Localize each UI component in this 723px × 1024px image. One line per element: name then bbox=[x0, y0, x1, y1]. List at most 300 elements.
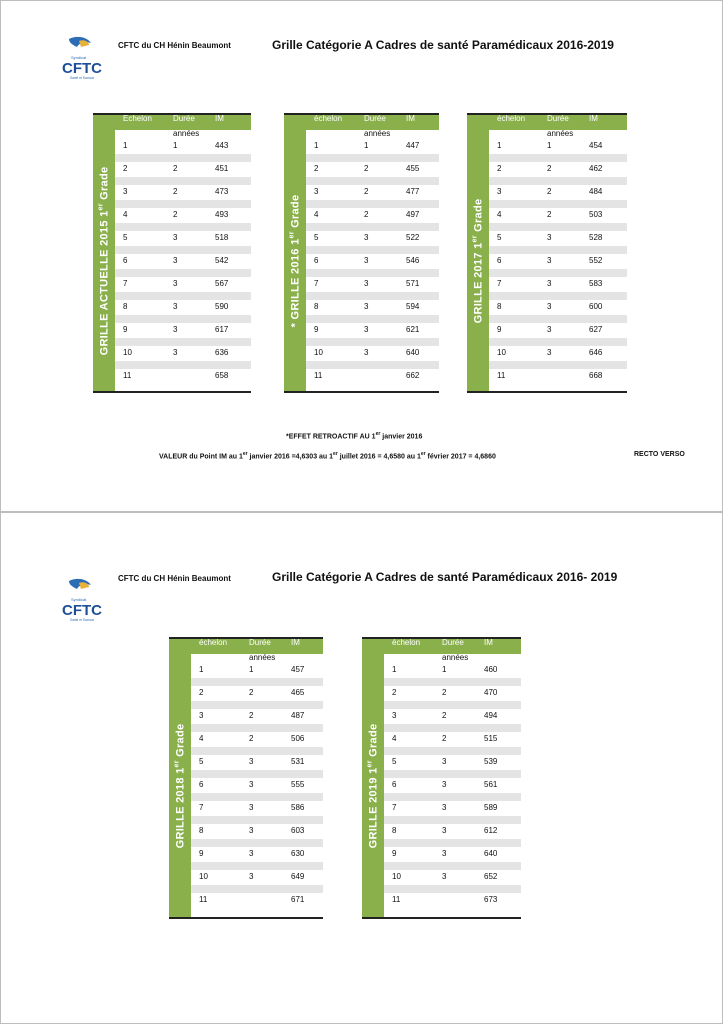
table-row bbox=[384, 893, 521, 916]
duree-cell: 2 bbox=[547, 187, 552, 196]
grid-side-bar bbox=[169, 652, 191, 919]
row-stripe bbox=[489, 154, 627, 162]
table-row bbox=[306, 346, 439, 369]
table-row bbox=[489, 323, 627, 346]
org-name: CFTC du CH Hénin Beaumont bbox=[118, 41, 231, 50]
table-row bbox=[191, 801, 323, 824]
row-stripe bbox=[115, 269, 251, 277]
im-cell: 652 bbox=[484, 872, 498, 881]
im-cell: 567 bbox=[215, 279, 229, 288]
column-header: Durée bbox=[173, 114, 195, 123]
duree-cell: 2 bbox=[547, 164, 552, 173]
echelon-cell: 9 bbox=[314, 325, 319, 334]
im-cell: 546 bbox=[406, 256, 420, 265]
table-row bbox=[306, 139, 439, 162]
duree-cell: 3 bbox=[249, 757, 254, 766]
echelon-cell: 8 bbox=[123, 302, 128, 311]
table-row bbox=[115, 346, 251, 369]
row-stripe bbox=[384, 862, 521, 870]
row-stripe bbox=[306, 154, 439, 162]
column-header: échelon bbox=[392, 638, 421, 647]
im-cell: 673 bbox=[484, 895, 498, 904]
echelon-cell: 5 bbox=[314, 233, 319, 242]
echelon-cell: 4 bbox=[314, 210, 319, 219]
grid-bottom-rule bbox=[93, 391, 251, 393]
table-row bbox=[306, 254, 439, 277]
duration-unit-label: années bbox=[442, 653, 469, 662]
column-header: IM bbox=[215, 114, 224, 123]
echelon-cell: 10 bbox=[123, 348, 132, 357]
duree-cell: 1 bbox=[364, 141, 369, 150]
echelon-cell: 7 bbox=[392, 803, 397, 812]
retroactive-note: *EFFET RETROACTIF AU 1er janvier 2016 bbox=[286, 431, 423, 441]
duree-cell: 3 bbox=[547, 348, 552, 357]
im-cell: 454 bbox=[589, 141, 603, 150]
echelon-cell: 5 bbox=[199, 757, 204, 766]
im-cell: 662 bbox=[406, 371, 420, 380]
echelon-cell: 8 bbox=[392, 826, 397, 835]
row-stripe bbox=[115, 246, 251, 254]
im-cell: 518 bbox=[215, 233, 229, 242]
duree-cell: 2 bbox=[442, 688, 447, 697]
grid-2018 bbox=[169, 637, 323, 919]
table-row bbox=[489, 185, 627, 208]
grid-2017 bbox=[467, 113, 627, 393]
echelon-cell: 11 bbox=[123, 371, 132, 380]
grid-side-label: GRILLE 2018 1er Grade bbox=[173, 723, 187, 848]
grid-2016 bbox=[284, 113, 439, 393]
echelon-cell: 10 bbox=[392, 872, 401, 881]
grid-side-label: * GRILLE 2016 1er Grade bbox=[288, 194, 302, 327]
column-header: échelon bbox=[497, 114, 526, 123]
row-stripe bbox=[489, 200, 627, 208]
echelon-cell: 3 bbox=[123, 187, 128, 196]
logo-brand: CFTC bbox=[62, 602, 102, 619]
table-row bbox=[306, 277, 439, 300]
duree-cell: 3 bbox=[173, 348, 178, 357]
echelon-cell: 4 bbox=[199, 734, 204, 743]
grid-2015 bbox=[93, 113, 251, 393]
duree-cell: 3 bbox=[364, 279, 369, 288]
im-cell: 462 bbox=[589, 164, 603, 173]
duration-unit-label: années bbox=[547, 129, 574, 138]
table-row bbox=[191, 893, 323, 916]
table-row bbox=[384, 686, 521, 709]
echelon-cell: 6 bbox=[199, 780, 204, 789]
table-row bbox=[384, 709, 521, 732]
duree-cell: 3 bbox=[442, 757, 447, 766]
row-stripe bbox=[306, 246, 439, 254]
row-stripe bbox=[489, 338, 627, 346]
im-cell: 555 bbox=[291, 780, 305, 789]
duree-cell: 3 bbox=[249, 826, 254, 835]
im-cell: 589 bbox=[484, 803, 498, 812]
im-cell: 617 bbox=[215, 325, 229, 334]
row-stripe bbox=[115, 361, 251, 369]
im-cell: 515 bbox=[484, 734, 498, 743]
table-row bbox=[384, 755, 521, 778]
column-header: Echelon bbox=[123, 114, 152, 123]
duree-cell: 3 bbox=[442, 849, 447, 858]
im-cell: 473 bbox=[215, 187, 229, 196]
point-value-note: VALEUR du Point IM au 1er janvier 2016 =4,6303 au 1er juillet 2016 = 4,6580 au 1er février 2017 = 4,6860 bbox=[159, 451, 496, 461]
column-header: échelon bbox=[199, 638, 228, 647]
echelon-cell: 10 bbox=[199, 872, 208, 881]
table-row bbox=[384, 778, 521, 801]
grid-bottom-rule bbox=[169, 917, 323, 919]
column-header: échelon bbox=[314, 114, 343, 123]
row-stripe bbox=[306, 269, 439, 277]
duree-cell: 3 bbox=[173, 256, 178, 265]
im-cell: 447 bbox=[406, 141, 420, 150]
grid-side-label: GRILLE 2019 1er Grade bbox=[366, 723, 380, 848]
grid-bottom-rule bbox=[467, 391, 627, 393]
im-cell: 636 bbox=[215, 348, 229, 357]
logo-brand: CFTC bbox=[62, 60, 102, 77]
duree-cell: 2 bbox=[173, 164, 178, 173]
duree-cell: 3 bbox=[249, 803, 254, 812]
echelon-cell: 7 bbox=[314, 279, 319, 288]
im-cell: 484 bbox=[589, 187, 603, 196]
row-stripe bbox=[115, 315, 251, 323]
im-cell: 571 bbox=[406, 279, 420, 288]
im-cell: 494 bbox=[484, 711, 498, 720]
echelon-cell: 9 bbox=[199, 849, 204, 858]
table-row bbox=[115, 277, 251, 300]
echelon-cell: 4 bbox=[123, 210, 128, 219]
table-row bbox=[306, 369, 439, 392]
table-row bbox=[191, 686, 323, 709]
duree-cell: 2 bbox=[173, 187, 178, 196]
table-row bbox=[306, 185, 439, 208]
column-header: Durée bbox=[364, 114, 386, 123]
im-cell: 668 bbox=[589, 371, 603, 380]
echelon-cell: 5 bbox=[392, 757, 397, 766]
echelon-cell: 3 bbox=[497, 187, 502, 196]
table-row bbox=[489, 300, 627, 323]
im-cell: 522 bbox=[406, 233, 420, 242]
duree-cell: 2 bbox=[364, 164, 369, 173]
duree-cell: 3 bbox=[547, 256, 552, 265]
table-row bbox=[191, 778, 323, 801]
duree-cell: 2 bbox=[364, 187, 369, 196]
duree-cell: 3 bbox=[547, 279, 552, 288]
im-cell: 465 bbox=[291, 688, 305, 697]
grid-side-bar bbox=[362, 652, 384, 919]
row-stripe bbox=[384, 678, 521, 686]
echelon-cell: 11 bbox=[199, 895, 208, 904]
duree-cell: 1 bbox=[442, 665, 447, 674]
duree-cell: 3 bbox=[173, 302, 178, 311]
logo-syndicat: Syndicat bbox=[71, 55, 87, 60]
grid-header-band bbox=[93, 113, 251, 130]
im-cell: 586 bbox=[291, 803, 305, 812]
row-stripe bbox=[115, 292, 251, 300]
duree-cell: 1 bbox=[547, 141, 552, 150]
table-row bbox=[306, 162, 439, 185]
echelon-cell: 9 bbox=[497, 325, 502, 334]
echelon-cell: 2 bbox=[392, 688, 397, 697]
table-row bbox=[489, 254, 627, 277]
logo-tagline: Santé et Sociaux bbox=[70, 76, 95, 80]
row-stripe bbox=[384, 885, 521, 893]
echelon-cell: 11 bbox=[314, 371, 323, 380]
table-row bbox=[489, 139, 627, 162]
row-stripe bbox=[384, 793, 521, 801]
duree-cell: 3 bbox=[547, 325, 552, 334]
im-cell: 451 bbox=[215, 164, 229, 173]
echelon-cell: 1 bbox=[314, 141, 319, 150]
duree-cell: 2 bbox=[249, 688, 254, 697]
logo-syndicat: Syndicat bbox=[71, 597, 87, 602]
table-row bbox=[306, 323, 439, 346]
im-cell: 531 bbox=[291, 757, 305, 766]
echelon-cell: 8 bbox=[497, 302, 502, 311]
im-cell: 493 bbox=[215, 210, 229, 219]
im-cell: 542 bbox=[215, 256, 229, 265]
logo-tagline: Santé et Sociaux bbox=[70, 618, 95, 622]
column-header: Durée bbox=[249, 638, 271, 647]
duree-cell: 2 bbox=[442, 711, 447, 720]
row-stripe bbox=[191, 862, 323, 870]
row-stripe bbox=[306, 361, 439, 369]
echelon-cell: 7 bbox=[497, 279, 502, 288]
table-row bbox=[115, 369, 251, 392]
grid-bottom-rule bbox=[362, 917, 521, 919]
duree-cell: 3 bbox=[249, 872, 254, 881]
duree-cell: 3 bbox=[364, 256, 369, 265]
row-stripe bbox=[191, 770, 323, 778]
table-row bbox=[191, 755, 323, 778]
row-stripe bbox=[384, 770, 521, 778]
echelon-cell: 3 bbox=[314, 187, 319, 196]
duration-unit-label: années bbox=[249, 653, 276, 662]
echelon-cell: 1 bbox=[123, 141, 128, 150]
echelon-cell: 4 bbox=[392, 734, 397, 743]
im-cell: 583 bbox=[589, 279, 603, 288]
grid-header-band bbox=[284, 113, 439, 130]
im-cell: 649 bbox=[291, 872, 305, 881]
echelon-cell: 3 bbox=[392, 711, 397, 720]
echelon-cell: 10 bbox=[314, 348, 323, 357]
row-stripe bbox=[191, 839, 323, 847]
duree-cell: 3 bbox=[364, 348, 369, 357]
duree-cell: 3 bbox=[364, 233, 369, 242]
duree-cell: 3 bbox=[173, 233, 178, 242]
echelon-cell: 2 bbox=[497, 164, 502, 173]
echelon-cell: 2 bbox=[199, 688, 204, 697]
im-cell: 603 bbox=[291, 826, 305, 835]
table-row bbox=[115, 231, 251, 254]
im-cell: 621 bbox=[406, 325, 420, 334]
echelon-cell: 6 bbox=[392, 780, 397, 789]
echelon-cell: 2 bbox=[123, 164, 128, 173]
duree-cell: 3 bbox=[442, 872, 447, 881]
im-cell: 594 bbox=[406, 302, 420, 311]
org-name: CFTC du CH Hénin Beaumont bbox=[118, 574, 231, 583]
table-row bbox=[191, 824, 323, 847]
table-row bbox=[115, 208, 251, 231]
echelon-cell: 7 bbox=[199, 803, 204, 812]
im-cell: 658 bbox=[215, 371, 229, 380]
im-cell: 487 bbox=[291, 711, 305, 720]
table-row bbox=[489, 162, 627, 185]
table-row bbox=[191, 847, 323, 870]
table-row bbox=[115, 300, 251, 323]
im-cell: 457 bbox=[291, 665, 305, 674]
grid-bottom-rule bbox=[284, 391, 439, 393]
row-stripe bbox=[115, 200, 251, 208]
duree-cell: 3 bbox=[249, 780, 254, 789]
table-row bbox=[115, 323, 251, 346]
duree-cell: 3 bbox=[442, 803, 447, 812]
echelon-cell: 8 bbox=[199, 826, 204, 835]
cftc-logo bbox=[59, 577, 111, 625]
grid-side-bar bbox=[467, 128, 489, 393]
echelon-cell: 5 bbox=[123, 233, 128, 242]
im-cell: 630 bbox=[291, 849, 305, 858]
table-row bbox=[115, 162, 251, 185]
page-title: Grille Catégorie A Cadres de santé Paramédicaux 2016-2019 bbox=[272, 38, 614, 52]
row-stripe bbox=[306, 200, 439, 208]
echelon-cell: 9 bbox=[392, 849, 397, 858]
table-row bbox=[384, 824, 521, 847]
row-stripe bbox=[489, 361, 627, 369]
duree-cell: 3 bbox=[364, 302, 369, 311]
duree-cell: 2 bbox=[442, 734, 447, 743]
echelon-cell: 10 bbox=[497, 348, 506, 357]
row-stripe bbox=[489, 292, 627, 300]
table-row bbox=[489, 369, 627, 392]
row-stripe bbox=[191, 701, 323, 709]
table-row bbox=[115, 185, 251, 208]
table-row bbox=[489, 346, 627, 369]
grid-side-label: GRILLE 2017 1er Grade bbox=[471, 198, 485, 323]
im-cell: 443 bbox=[215, 141, 229, 150]
row-stripe bbox=[306, 315, 439, 323]
row-stripe bbox=[115, 177, 251, 185]
echelon-cell: 7 bbox=[123, 279, 128, 288]
row-stripe bbox=[489, 269, 627, 277]
row-stripe bbox=[191, 678, 323, 686]
duree-cell: 3 bbox=[442, 826, 447, 835]
duree-cell: 2 bbox=[173, 210, 178, 219]
row-stripe bbox=[306, 223, 439, 231]
echelon-cell: 4 bbox=[497, 210, 502, 219]
duree-cell: 2 bbox=[364, 210, 369, 219]
duree-cell: 3 bbox=[547, 302, 552, 311]
duree-cell: 1 bbox=[173, 141, 178, 150]
duree-cell: 1 bbox=[249, 665, 254, 674]
row-stripe bbox=[489, 315, 627, 323]
im-cell: 671 bbox=[291, 895, 305, 904]
recto-verso-note: RECTO VERSO bbox=[634, 451, 685, 458]
row-stripe bbox=[115, 154, 251, 162]
duree-cell: 3 bbox=[249, 849, 254, 858]
echelon-cell: 11 bbox=[497, 371, 506, 380]
row-stripe bbox=[191, 885, 323, 893]
row-stripe bbox=[489, 246, 627, 254]
echelon-cell: 8 bbox=[314, 302, 319, 311]
im-cell: 640 bbox=[484, 849, 498, 858]
grid-2019 bbox=[362, 637, 521, 919]
table-row bbox=[191, 709, 323, 732]
echelon-cell: 6 bbox=[123, 256, 128, 265]
im-cell: 539 bbox=[484, 757, 498, 766]
row-stripe bbox=[191, 793, 323, 801]
im-cell: 455 bbox=[406, 164, 420, 173]
duree-cell: 3 bbox=[173, 325, 178, 334]
echelon-cell: 5 bbox=[497, 233, 502, 242]
grid-side-label: GRILLE ACTUELLE 2015 1er Grade bbox=[97, 166, 111, 355]
row-stripe bbox=[191, 747, 323, 755]
im-cell: 497 bbox=[406, 210, 420, 219]
table-row bbox=[489, 231, 627, 254]
column-header: Durée bbox=[442, 638, 464, 647]
im-cell: 640 bbox=[406, 348, 420, 357]
im-cell: 460 bbox=[484, 665, 498, 674]
cftc-logo bbox=[59, 35, 111, 83]
table-row bbox=[191, 732, 323, 755]
table-row bbox=[191, 663, 323, 686]
echelon-cell: 6 bbox=[497, 256, 502, 265]
echelon-cell: 9 bbox=[123, 325, 128, 334]
duration-unit-label: années bbox=[364, 129, 391, 138]
column-header: IM bbox=[291, 638, 300, 647]
duree-cell: 2 bbox=[249, 734, 254, 743]
table-row bbox=[384, 801, 521, 824]
column-header: Durée bbox=[547, 114, 569, 123]
table-row bbox=[489, 277, 627, 300]
row-stripe bbox=[384, 747, 521, 755]
im-cell: 552 bbox=[589, 256, 603, 265]
duree-cell: 3 bbox=[364, 325, 369, 334]
duree-cell: 3 bbox=[547, 233, 552, 242]
table-row bbox=[115, 254, 251, 277]
im-cell: 600 bbox=[589, 302, 603, 311]
row-stripe bbox=[489, 177, 627, 185]
im-cell: 590 bbox=[215, 302, 229, 311]
table-row bbox=[191, 870, 323, 893]
im-cell: 477 bbox=[406, 187, 420, 196]
row-stripe bbox=[115, 338, 251, 346]
row-stripe bbox=[115, 223, 251, 231]
echelon-cell: 2 bbox=[314, 164, 319, 173]
row-stripe bbox=[384, 701, 521, 709]
im-cell: 627 bbox=[589, 325, 603, 334]
table-row bbox=[384, 663, 521, 686]
column-header: IM bbox=[484, 638, 493, 647]
row-stripe bbox=[384, 816, 521, 824]
im-cell: 646 bbox=[589, 348, 603, 357]
row-stripe bbox=[306, 338, 439, 346]
column-header: IM bbox=[589, 114, 598, 123]
row-stripe bbox=[489, 223, 627, 231]
echelon-cell: 1 bbox=[199, 665, 204, 674]
table-row bbox=[384, 847, 521, 870]
row-stripe bbox=[306, 292, 439, 300]
row-stripe bbox=[384, 724, 521, 732]
column-header: IM bbox=[406, 114, 415, 123]
table-row bbox=[306, 208, 439, 231]
row-stripe bbox=[191, 724, 323, 732]
table-row bbox=[115, 139, 251, 162]
duration-unit-label: années bbox=[173, 129, 200, 138]
page-2 bbox=[0, 512, 723, 1024]
table-row bbox=[306, 300, 439, 323]
table-row bbox=[384, 870, 521, 893]
row-stripe bbox=[191, 816, 323, 824]
